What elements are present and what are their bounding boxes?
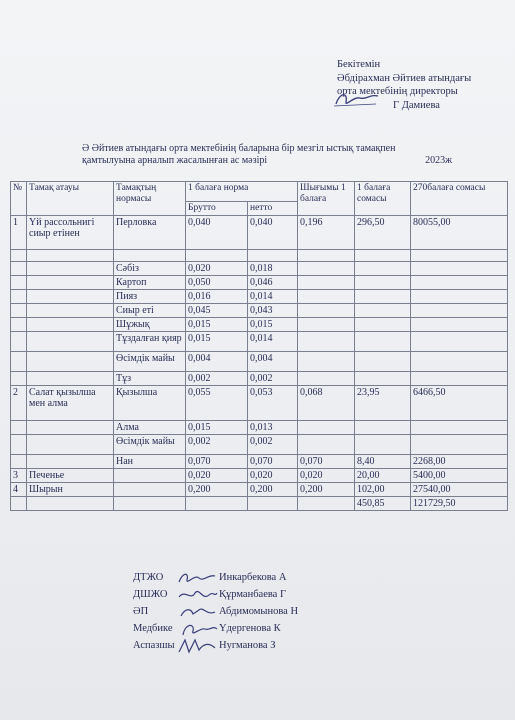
cell-expense [298,276,355,290]
approval-school: Әбдірахман Әйтиев атындағы [337,72,472,84]
approval-position: орта мектебінің директоры [337,86,458,97]
cell-sum1 [355,304,411,318]
cell-item: Тұз [114,372,186,386]
cell-netto: 0,018 [248,262,298,276]
cell-brutto: 0,016 [186,290,248,304]
cell-brutto: 0,055 [186,386,248,421]
cell-sum270 [411,352,508,372]
cell-sum1 [355,372,411,386]
cell-sum270: 5400,00 [411,469,508,483]
table-row [11,469,508,483]
cell-expense [298,318,355,332]
cell-expense: 0,196 [298,216,355,250]
cell-netto: 0,002 [248,372,298,386]
cell-expense [298,352,355,372]
cell-netto: 0,070 [248,455,298,469]
signature-name: Инкарбекова А [219,572,287,583]
menu-table [10,181,508,511]
header-norm: Тамақтың нормасы [114,182,186,216]
table-row [11,435,508,455]
cell-dish [27,352,114,372]
signature-line [133,569,393,586]
total-sum270: 121729,50 [411,497,508,511]
signature-role: ДТЖО [133,572,164,583]
handwritten-signature [175,638,219,654]
handwritten-signature [175,621,219,637]
cell-sum270 [411,262,508,276]
cell-num [11,262,27,276]
signature-role: Медбике [133,623,173,634]
cell-sum270 [411,276,508,290]
header-brutto: Брутто [186,202,248,216]
cell-brutto: 0,040 [186,216,248,250]
cell-netto: 0,046 [248,276,298,290]
cell-item: Өсімдік майы [114,352,186,372]
cell-netto: 0,015 [248,318,298,332]
cell-expense: 0,068 [298,386,355,421]
cell-dish [27,435,114,455]
table-row [11,250,508,262]
cell-netto: 0,014 [248,332,298,352]
cell-num [11,421,27,435]
total-sum1: 450,85 [355,497,411,511]
cell-expense [298,421,355,435]
table-total-row [11,497,508,511]
cell-item: Нан [114,455,186,469]
table-row [11,318,508,332]
cell-item [114,483,186,497]
cell-empty [114,497,186,511]
signature-line [133,586,393,603]
cell-sum270 [411,290,508,304]
cell-sum1: 23,95 [355,386,411,421]
cell-dish: Печенье [27,469,114,483]
table-row [11,332,508,352]
table-row [11,386,508,421]
cell-netto: 0,040 [248,216,298,250]
cell-sum1 [355,435,411,455]
cell-dish [27,276,114,290]
cell-num [11,455,27,469]
table-row [11,372,508,386]
cell-dish: Салат қызылша мен алма [27,386,114,421]
cell-item: Қызылша [114,386,186,421]
signature-role: ӘП [133,606,149,617]
cell-netto: 0,013 [248,421,298,435]
cell-item: Тұздалған қияр [114,332,186,352]
cell-brutto: 0,015 [186,318,248,332]
cell-dish [27,262,114,276]
cell-sum1 [355,332,411,352]
cell-brutto [186,250,248,262]
cell-brutto: 0,015 [186,332,248,352]
cell-num [11,304,27,318]
cell-dish [27,250,114,262]
cell-brutto: 0,045 [186,304,248,318]
cell-sum270: 27540,00 [411,483,508,497]
cell-expense: 0,020 [298,469,355,483]
signature-name: Үдергенова К [219,623,281,634]
cell-dish [27,332,114,352]
cell-netto [248,250,298,262]
cell-sum270 [411,318,508,332]
cell-sum1 [355,262,411,276]
cell-sum1: 296,50 [355,216,411,250]
header-sum1: 1 балаға сомасы [355,182,411,216]
cell-sum270 [411,372,508,386]
menu-title [82,143,502,167]
table-row [11,455,508,469]
signatures-block [133,569,393,654]
cell-dish [27,290,114,304]
table-row [11,216,508,250]
cell-item: Сәбіз [114,262,186,276]
header-expense: Шығымы 1 балаға [298,182,355,216]
signature-name: Құрманбаева Г [219,589,287,600]
cell-item: Өсімдік майы [114,435,186,455]
cell-expense [298,435,355,455]
cell-num [11,318,27,332]
cell-netto: 0,014 [248,290,298,304]
cell-sum270 [411,332,508,352]
cell-num [11,332,27,352]
cell-sum270: 2268,00 [411,455,508,469]
cell-expense [298,304,355,318]
title-line-2: қамтылуына арналып жасалынған ас мәзірі [82,155,268,166]
title-year: 2023ж [425,155,452,166]
cell-netto: 0,200 [248,483,298,497]
cell-expense [298,262,355,276]
cell-expense [298,372,355,386]
cell-brutto: 0,070 [186,455,248,469]
handwritten-signature [175,604,219,620]
cell-item: Картоп [114,276,186,290]
cell-dish [27,421,114,435]
signature-name: Абдимомынова Н [219,606,299,617]
cell-brutto: 0,020 [186,262,248,276]
approval-director: Г Дамиева [393,99,440,111]
cell-num [11,290,27,304]
signature-role: ДШЖО [133,589,168,600]
cell-dish: Үй рассольнигі сиыр етінен [27,216,114,250]
cell-item: Пияз [114,290,186,304]
cell-sum1 [355,352,411,372]
cell-brutto: 0,200 [186,483,248,497]
cell-sum1 [355,250,411,262]
cell-sum270: 80055,00 [411,216,508,250]
cell-expense: 0,070 [298,455,355,469]
cell-item: Перловка [114,216,186,250]
cell-empty [11,497,27,511]
table-row [11,290,508,304]
cell-netto: 0,053 [248,386,298,421]
title-line-1: Ә Әйтиев атындағы орта мектебінің баларына бір мезгіл ыстық тамақпен [82,143,396,154]
handwritten-signature [175,570,219,586]
cell-sum1 [355,421,411,435]
cell-empty [186,497,248,511]
header-num: № [11,182,27,216]
cell-netto: 0,002 [248,435,298,455]
table-row [11,276,508,290]
cell-sum1: 102,00 [355,483,411,497]
table-row [11,304,508,318]
cell-item [114,250,186,262]
approval-heading: Бекітемін [337,59,381,70]
cell-item: Шұжық [114,318,186,332]
cell-brutto: 0,015 [186,421,248,435]
cell-netto: 0,043 [248,304,298,318]
header-sum270: 270балаға сомасы [411,182,508,216]
cell-sum270: 6466,50 [411,386,508,421]
cell-sum1: 20,00 [355,469,411,483]
cell-netto: 0,020 [248,469,298,483]
cell-sum270 [411,421,508,435]
table-row [11,421,508,435]
cell-item [114,469,186,483]
cell-brutto: 0,020 [186,469,248,483]
cell-expense: 0,200 [298,483,355,497]
cell-sum1: 8,40 [355,455,411,469]
header-netto: нетто [248,202,298,216]
cell-empty [248,497,298,511]
cell-num [11,250,27,262]
cell-num: 3 [11,469,27,483]
cell-sum1 [355,290,411,304]
cell-sum1 [355,318,411,332]
cell-dish: Шырын [27,483,114,497]
cell-dish [27,372,114,386]
cell-sum270 [411,304,508,318]
cell-num: 2 [11,386,27,421]
cell-sum270 [411,250,508,262]
signature-role: Аспазшы [133,640,175,651]
cell-expense [298,250,355,262]
cell-item: Сиыр еті [114,304,186,318]
cell-expense [298,332,355,352]
cell-brutto: 0,050 [186,276,248,290]
cell-num [11,352,27,372]
director-signature [326,88,386,110]
header-dish: Тамақ атауы [27,182,114,216]
cell-sum1 [355,276,411,290]
cell-brutto: 0,004 [186,352,248,372]
cell-empty [298,497,355,511]
cell-num [11,276,27,290]
cell-num [11,435,27,455]
cell-dish [27,455,114,469]
table-row [11,262,508,276]
table-row [11,352,508,372]
cell-num: 1 [11,216,27,250]
cell-empty [27,497,114,511]
table-row [11,483,508,497]
cell-item: Алма [114,421,186,435]
cell-num: 4 [11,483,27,497]
cell-sum270 [411,435,508,455]
cell-brutto: 0,002 [186,372,248,386]
cell-netto: 0,004 [248,352,298,372]
signature-name: Нугманова З [219,640,276,651]
cell-expense [298,290,355,304]
cell-dish [27,318,114,332]
signature-line [133,637,393,654]
signature-line [133,603,393,620]
cell-dish [27,304,114,318]
signature-line [133,620,393,637]
cell-brutto: 0,002 [186,435,248,455]
handwritten-signature [175,587,219,603]
cell-num [11,372,27,386]
header-per-child: 1 балаға норма [186,182,298,202]
